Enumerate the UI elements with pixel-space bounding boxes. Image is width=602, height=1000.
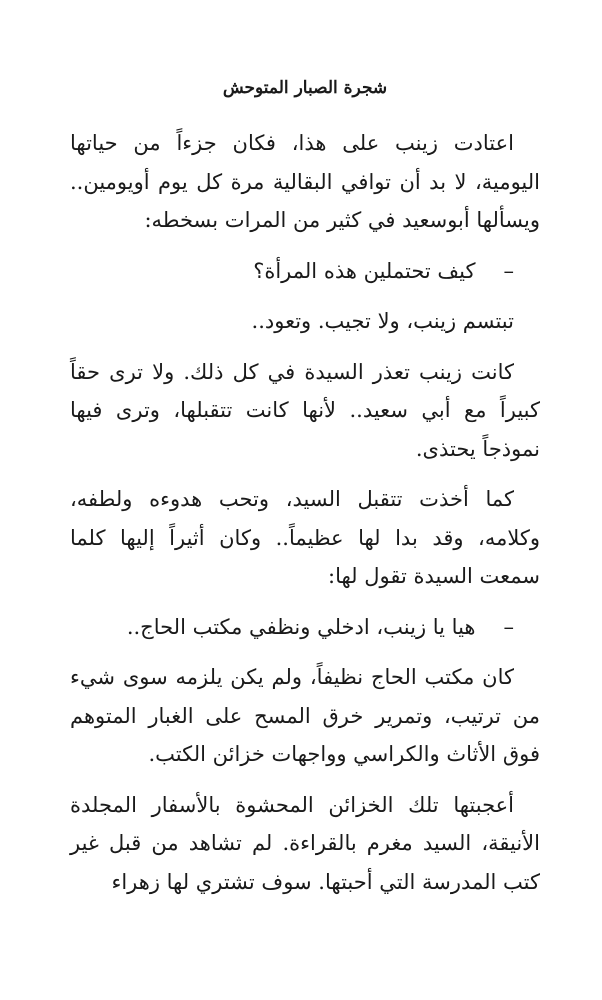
paragraph: تبتسم زينب، ولا تجيب. وتعود.. — [251, 309, 514, 333]
dialogue-dash: – — [503, 614, 514, 639]
dialogue-line — [70, 252, 540, 291]
dialogue-text: كيف تحتملين هذه المرأة؟ — [253, 258, 476, 283]
paragraph: كان مكتب الحاج نظيفاً، ولم يكن يلزمه سوى شيء من ترتيب، وتمرير خرق المسح على الغبار المتوهم فوق الأثاث والكراسي وواجهات خزائن الكتب. — [70, 665, 540, 766]
dialogue-line — [70, 608, 540, 647]
paragraph: كانت زينب تعذر السيدة في كل ذلك. ولا ترى حقاً كبيراً مع أبي سعيد.. لأنها كانت تتقبلها، وترى فيها نموذجاً يحتذى. — [70, 359, 540, 461]
running-title: شجرة الصبار المتوحش — [222, 78, 388, 98]
paragraph: أعجبتها تلك الخزائن المحشوة بالأسفار المجلدة الأنيقة، السيد مغرم بالقراءة. لم تشاهد من قبل غير كتب المدرسة التي أحبتها. سوف تشتري لها زهراء — [70, 792, 540, 894]
paragraph: كما أخذت تتقبل السيد، وتحب هدوءه ولطفه، وكلامه، وقد بدا لها عظيماً.. وكان أثيراً إليها كلما سمعت السيدة تقول لها: — [70, 487, 540, 588]
paragraph: اعتادت زينب على هذا، فكان جزءاً من حياتها اليومية، لا بد أن توافي البقالية مرة كل يوم أويومين.. ويسألها أبوسعيد في كثير من المرات بسخطه: — [70, 131, 540, 232]
dialogue-text: هيا يا زينب، ادخلي ونظفي مكتب الحاج.. — [126, 614, 476, 639]
dialogue-dash: – — [503, 258, 514, 283]
